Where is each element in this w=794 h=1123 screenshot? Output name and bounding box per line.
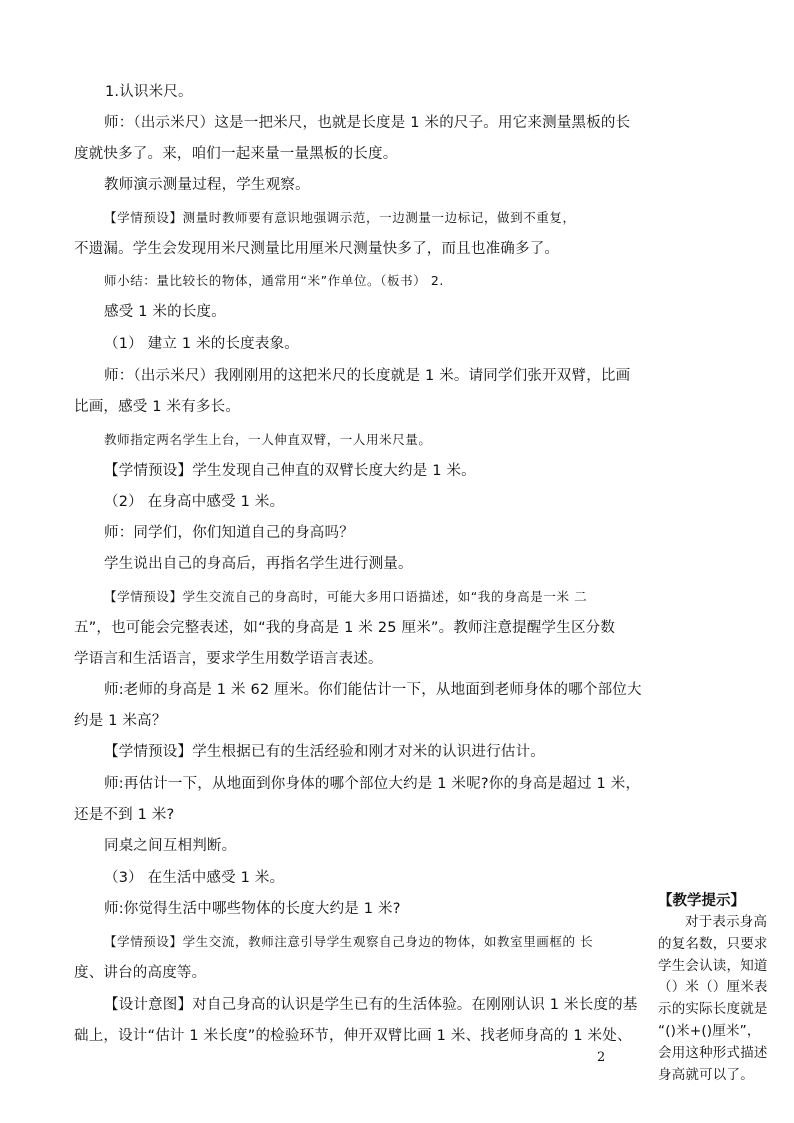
text-line: 度、讲台的高度等。: [74, 965, 207, 981]
subsection-heading: （2） 在身高中感受 1 米。: [104, 494, 285, 510]
teaching-tip-line: 学生会认读，知道: [658, 957, 768, 974]
text-line: 教师指定两名学生上台，一人伸直双臂，一人用米尺量。: [104, 432, 432, 447]
text-line: 约是 1 米高？: [74, 713, 167, 729]
text-line: 师小结：量比较长的物体，通常用“米”作单位。（板书） 2.: [104, 273, 445, 288]
text-line: 师:老师的身高是 1 米 62 厘米。你们能估计一下，从地面到老师身体的哪个部位大: [104, 682, 642, 698]
teaching-tip-title: 【教学提示】: [658, 893, 745, 909]
text-line: 【学情预设】学生交流，教师注意引导学生观察自己身边的物体，如教室里画框的 长: [104, 934, 594, 949]
teaching-tip-box: [658, 890, 776, 1086]
text-line: 【学情预设】测量时教师要有意识地强调示范，一边测量一边标记，做到不重复，: [104, 210, 576, 225]
subsection-heading: （3） 在生活中感受 1 米。: [104, 870, 285, 886]
teaching-tip-line: 身高就可以了。: [658, 1066, 754, 1083]
page-number: 2: [597, 1050, 606, 1065]
teaching-tip-line: 会用这种形式描述: [658, 1044, 768, 1061]
teaching-tip-line: 对于表示身高: [685, 914, 768, 930]
text-line: 同桌之间互相判断。: [104, 838, 237, 854]
text-line: 教师演示测量过程，学生观察。: [104, 177, 310, 193]
teaching-tip-line: “()米+()厘米”，: [658, 1022, 761, 1039]
text-line: 师:再估计一下，从地面到你身体的哪个部位大约是 1 米呢?你的身高是超过 1 米，: [104, 776, 641, 792]
subsection-heading: （1） 建立 1 米的长度表象。: [104, 336, 299, 352]
text-line: 师：（出示米尺）我刚刚用的这把米尺的长度就是 1 米。请同学们张开双臂，比画: [104, 368, 631, 384]
teaching-tip-line: 的复名数，只要求: [658, 935, 768, 952]
text-line: 础上，设计“估计 1 米长度”的检验环节，伸开双臂比画 1 米、找老师身高的 1 米处、: [74, 1028, 632, 1044]
teaching-tip-line: 示的实际长度就是: [658, 1001, 768, 1018]
text-line: 【设计意图】对自己身高的认识是学生已有的生活体验。在刚刚认识 1 米长度的基: [104, 997, 638, 1013]
text-line: 比画，感受 1 米有多长。: [74, 399, 241, 415]
text-line: 师：（出示米尺）这是一把米尺，也就是长度是 1 米的尺子。用它来测量黑板的长: [104, 115, 631, 131]
text-line: 度就快多了。来，咱们一起来量一量黑板的长度。: [74, 146, 398, 162]
text-line: 学语言和生活语言，要求学生用数学语言表述。: [74, 651, 383, 667]
section-heading: 感受 1 米的长度。: [104, 304, 226, 320]
text-line: 【学情预设】学生发现自己伸直的双臂长度大约是 1 米。: [104, 463, 476, 479]
text-line: 【学情预设】学生根据已有的生活经验和刚才对米的认识进行估计。: [104, 744, 545, 760]
text-line: 还是不到 1 米?: [74, 807, 175, 823]
teaching-tip-line: （）米（）厘米表: [658, 979, 768, 996]
text-line: 不遗漏。学生会发现用米尺测量比用厘米尺测量快多了，而且也准确多了。: [74, 241, 560, 257]
text-line: 学生说出自己的身高后，再指名学生进行测量。: [104, 556, 413, 572]
text-line: 师：同学们，你们知道自己的身高吗？: [104, 525, 354, 541]
section-heading: 1.认识米尺。: [105, 84, 193, 100]
text-line: 五”，也可能会完整表述，如“我的身高是 1 米 25 厘米”。教师注意提醒学生区分数: [74, 620, 616, 636]
text-line: 师:你觉得生活中哪些物体的长度大约是 1 米?: [104, 901, 401, 917]
text-line: 【学情预设】学生交流自己的身高时，可能大多用口语描述，如“我的身高是一米 二: [104, 589, 588, 604]
